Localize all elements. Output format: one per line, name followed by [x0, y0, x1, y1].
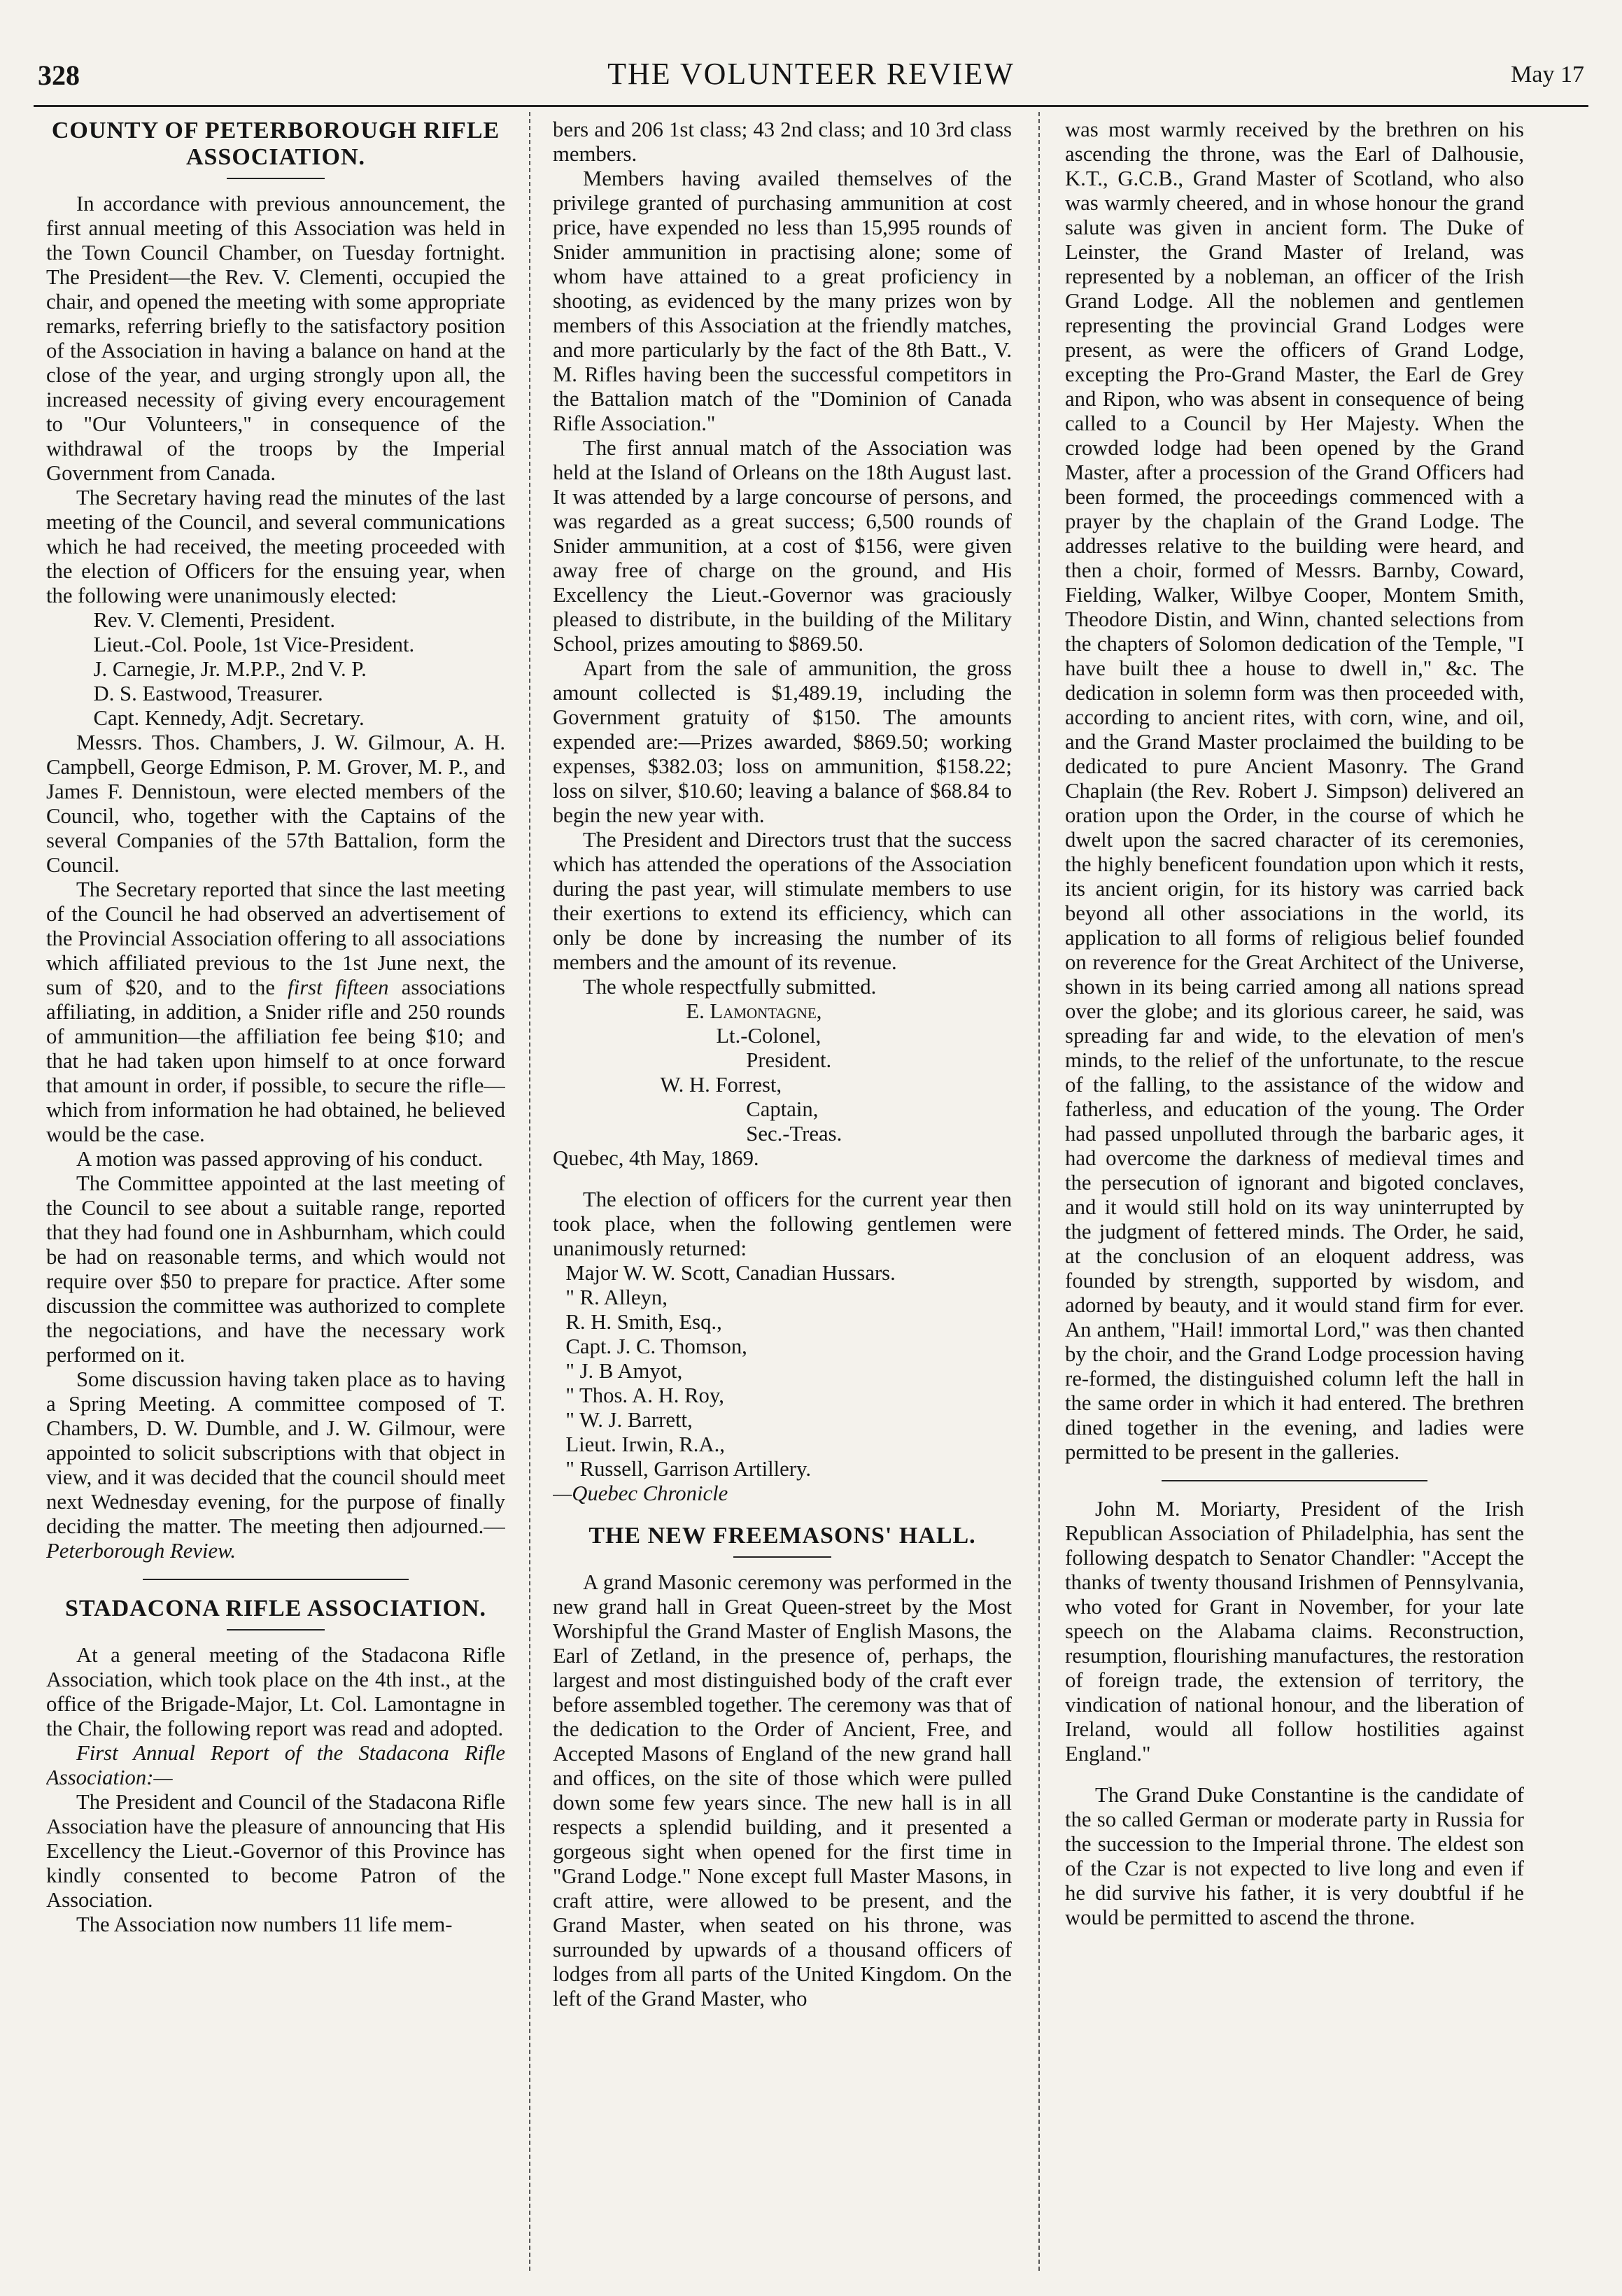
officer-line: Major W. W. Scott, Canadian Hussars.: [565, 1261, 896, 1285]
paragraph: The Grand Duke Constantine is the candidate of the so called German or moderate party in Russia for the succession to the Imperial throne. The eldest son of the Czar is not expected to live long and even if he did survive his father, it is very doubtful if he would be permitted to ascend the throne.: [1065, 1783, 1524, 1929]
officer-line: Rev. V. Clementi, President.: [93, 608, 336, 632]
paragraph: A motion was passed approving of his conduct.: [76, 1147, 484, 1171]
paragraph: Members having availed themselves of the privilege granted of purchasing ammunition at cost price, have expended no less than 15,995 rounds of Snider ammunition in practising alone; some of whom have attained to a great proficiency in shooting, as evidenced by the many prizes won by members of this Association at the friendly matches, and more particularly by the fact of the 8th Batt., V. M. Rifles having been the successful competitors in the Battalion match of the "Dominion of Canada Rifle Association.": [553, 167, 1012, 435]
paragraph: The President and Directors trust that the success which has attended the operations of the Association during the past year, will stimulate members to use their exertions to extend its efficiency, which can only be done by increasing the number of its members and the amount of its revenue.: [553, 828, 1012, 974]
signature-title: Sec.-Treas.: [746, 1122, 842, 1146]
article-separator: [1162, 1480, 1427, 1481]
paragraph: [46, 1367, 505, 1563]
officer-line: Capt. J. C. Thomson,: [565, 1334, 747, 1358]
paragraph: bers and 206 1st class; 43 2nd class; and 10 3rd class members.: [553, 118, 1012, 166]
heading-rule: [733, 1556, 831, 1558]
column-divider: [529, 112, 530, 2271]
officer-line: R. H. Smith, Esq.,: [565, 1310, 722, 1334]
dateline: Quebec, 4th May, 1869.: [553, 1146, 759, 1170]
paragraph: At a general meeting of the Stadacona Rifle Association, which took place on the 4th inst., at the office of the Brigade-Major, Lt. Col. Lamontagne in the Chair, the following report was read and adopted.: [46, 1643, 505, 1740]
page-number: 328: [38, 59, 80, 91]
officer-line: Capt. Kennedy, Adjt. Secretary.: [93, 706, 365, 730]
publication-title: THE VOLUNTEER REVIEW: [607, 57, 1015, 91]
article-separator: [143, 1579, 409, 1580]
officer-line: " R. Alleyn,: [565, 1286, 668, 1309]
paragraph: The Association now numbers 11 life mem-: [76, 1913, 453, 1936]
signature-rank: Captain,: [746, 1097, 819, 1121]
paragraph: A grand Masonic ceremony was performed in the new grand hall in Great Queen-street by the Most Worshipful the Grand Master of English Masons, the Earl of Zetland, in the presence of, perhaps, the largest and most distinguished body of the craft ever before assembled together. The ceremony was that of the dedication to the Order of Ancient, Free, and Accepted Masons of England of the new grand hall and offices, on the site of those which were pulled down some few years since. The new hall is in all respects a splendid building, and it presented a gorgeous sight when opened for the first time in "Grand Lodge." None except full Master Masons, in craft attire, were allowed to be present, and the Grand Master, when seated on his throne, was surrounded by upwards of a thousand officers of lodges from all parts of the United Kingdom. On the left of the Grand Master, who: [553, 1570, 1012, 2010]
italic-run: first fifteen: [288, 976, 389, 999]
column-1: [46, 118, 505, 2275]
paragraph: The whole respectfully submitted.: [582, 975, 877, 999]
officer-line: " J. B Amyot,: [565, 1359, 683, 1383]
officer-line: J. Carnegie, Jr. M.P.P., 2nd V. P.: [93, 657, 367, 681]
column-3: [1065, 118, 1524, 2275]
paragraph: John M. Moriarty, President of the Irish Republican Association of Philadelphia, has sent the following despatch to Senator Chandler: "Accept the thanks of twenty thousand Irishmen of Pennsylvania, who voted for Grant in November, for your late speech on the Alabama claims. Reconstruction, resumption, flourishing manufactures, the restoration of foreign trade, the extension of territory, the vindication of national honour, and the liberation of Ireland, would all follow hostilities against England.": [1065, 1497, 1524, 1766]
paragraph: Apart from the sale of ammunition, the gross amount collected is $1,489.19, including the Government gratuity of $150. The amounts expended are:—Prizes awarded, $869.50; working expenses, $382.03; loss on ammunition, $158.22; loss on silver, $10.60; leaving a balance of $68.84 to begin the new year with.: [553, 656, 1012, 827]
officer-line: Lieut.-Col. Poole, 1st Vice-President.: [93, 633, 415, 656]
officer-line: Lieut. Irwin, R.A.,: [565, 1432, 725, 1456]
column-divider: [1038, 112, 1040, 2271]
signature-name: W. H. Forrest,: [660, 1073, 782, 1097]
heading-rule: [227, 1629, 325, 1631]
officer-line: " Thos. A. H. Roy,: [565, 1383, 724, 1407]
text-run: The Secretary reported that since the last meeting of the Council he had observed an advertisement of the Provincial Association offering to all associations which affiliated previous to the 1st June next, the sum of $20, and to the: [46, 878, 505, 999]
issue-date: May 17: [1511, 62, 1584, 87]
report-title: First Annual Report of the Stadacona Rifle Association:—: [46, 1741, 505, 1789]
paragraph: The President and Council of the Stadacona Rifle Association have the pleasure of announcing that His Excellency the Lieut.-Governor of this Province has kindly consented to become Patron of the Association.: [46, 1790, 505, 1912]
paragraph: was most warmly received by the brethren on his ascending the throne, was the Earl of Dalhousie, K.T., G.C.B., Grand Master of Scotland, who also was warmly cheered, and in whose honour the grand salute was given in ancient form. The Duke of Leinster, the Grand Master of Ireland, was represented by a nobleman, an officer of the Irish Grand Lodge. All the noblemen and gentlemen representing the provincial Grand Lodges were present, as were the officers of Grand Lodge, excepting the Pro-Grand Master, the Earl de Grey and Ripon, who was absent in consequence of being called to a Council by Her Majesty. When the crowded lodge had been opened by the Grand Master, after a procession of the Grand Officers had been formed, the proceedings commenced with a prayer by the chaplain of the Grand Lodge. The addresses relative to the building were heard, and then a choir, formed of Messrs. Barnby, Coward, Fielding, Walker, Wilbye Cooper, Montem Smith, Theodore Distin, and Winn, chanted selections from the chapters of Solomon dedication of the Temple, "I have built thee a house to dwell in," &c. The dedication in solemn form was then proceeded with, according to ancient rites, with corn, wine, and oil, and the Grand Master proclaimed the building to be dedicated to pure Ancient Masonry. The Grand Chaplain (the Rev. Robert J. Simpson) delivered an oration upon the Order, in the course of which he dwelt upon the sacred character of its ceremonies, the highly beneficent foundation upon which it rests, its ancient origin, for its history was carried back beyond all other associations in the world, its application to all forms of religious belief founded on reverence for the Great Architect of the Universe, shown in its being carried among all nations spread over the globe; and its glorious career, he said, was spreading far and wide, to the elevation of men's minds, to the relief of the unfortunate, to the rescue of the falling, to the assistance of the widow and fatherless, and education of the young. The Order had passed unpolluted through the barbaric ages, it had overcome the darkness of medieval times and the persecution of ignorant and bigoted conclaves, and it would still hold on its way uninterrupted by the judgment of fettered minds. The Order, he said, at the conclusion of an eloquent address, was founded by strength, supported by wisdom, and adorned by beauty, and it would stand firm for ever. An anthem, "Hail! immortal Lord," was then chanted by the choir, and the Grand Lodge procession having re-formed, the distinguished column left the hall in the same order in which it had entered. The brethren dined together in the evening, and ladies were permitted to be present in the galleries.: [1065, 118, 1524, 1464]
paragraph: The first annual match of the Association was held at the Island of Orleans on the 18th August last. It was attended by a large concourse of persons, and was regarded as a great success; 6,500 rounds of Snider ammunition, at a cost of $156, were given away free of charge on the ground, and His Excellency the Lieut.-Governor was graciously pleased to distribute, in the building of the Military School, prizes amouting to $869.50.: [553, 436, 1012, 656]
paragraph: The Secretary having read the minutes of the last meeting of the Council, and several communications which he had received, the meeting proceeded with the election of Officers for the ensuing year, when the following were unanimously elected:: [46, 486, 505, 607]
article-heading: THE NEW FREEMASONS' HALL.: [588, 1523, 976, 1549]
officer-line: " W. J. Barrett,: [565, 1408, 693, 1432]
paragraph: Messrs. Thos. Chambers, J. W. Gilmour, A. H. Campbell, George Edmison, P. M. Grover, M. P., and James F. Dennistoun, were elected members of the Council, who, together with the Captains of the several Companies of the 57th Battalion, form the Council.: [46, 731, 505, 877]
signature-title: President.: [746, 1048, 832, 1072]
paragraph: The election of officers for the current year then took place, when the following gentlemen were unanimously returned:: [553, 1188, 1012, 1260]
header-rule: [34, 105, 1588, 107]
officer-line: " Russell, Garrison Artillery.: [565, 1457, 812, 1481]
source-credit: Peterborough Review.: [46, 1539, 236, 1563]
text-run: Some discussion having taken place as to having a Spring Meeting. A committee composed of T. Chambers, D. W. Dumble, and J. W. Gilmour, were appointed to solicit subscriptions with that object in view, and it was decided that the council should meet next Wednesday evening, for the purpose of finally deciding the matter. The meeting then adjourned.—: [46, 1367, 505, 1538]
signature-rank: Lt.-Colonel,: [716, 1024, 821, 1048]
paragraph: The Committee appointed at the last meeting of the Council to see about a suitable range, reported that they had found one in Ashburnham, which could be had on reasonable terms, and which would not require over $50 to prepare for practice. After some discussion the committee was authorized to complete the negociations, and have the necessary work performed on it.: [46, 1171, 505, 1367]
officer-line: D. S. Eastwood, Treasurer.: [93, 682, 323, 705]
signature-name: E. Lamontagne,: [686, 999, 822, 1023]
heading-rule: [227, 178, 325, 179]
source-credit: —Quebec Chronicle: [553, 1481, 728, 1505]
article-heading: COUNTY OF PETERBOROUGH RIFLE ASSOCIATION.: [51, 118, 500, 170]
page-header: [34, 27, 1588, 104]
text-run: associations affiliating, in addition, a Snider rifle and 250 rounds of ammunition—the affiliation fee being $10; and that he had taken upon himself to at once forward that amount in order, if possible, to secure the rifle—which from information he had obtained, he believed would be the case.: [46, 976, 505, 1146]
spacer: [553, 1171, 1012, 1188]
spacer: [553, 1506, 1012, 1523]
paragraph: In accordance with previous announcement, the first annual meeting of this Association was held in the Town Council Chamber, on Tuesday fortnight. The President—the Rev. V. Clementi, occupied the chair, and opened the meeting with some appropriate remarks, referring briefly to the satisfactory position of the Association in having a balance on hand at the close of the year, and urging strongly upon all, the increased necessity of giving every encouragement to "Our Volunteers," in consequence of the withdrawal of the troops by the Imperial Government from Canada.: [46, 192, 505, 485]
spacer: [1065, 1766, 1524, 1783]
paragraph: [46, 878, 505, 1147]
column-2: [553, 118, 1012, 2275]
article-heading: STADACONA RIFLE ASSOCIATION.: [64, 1596, 487, 1621]
